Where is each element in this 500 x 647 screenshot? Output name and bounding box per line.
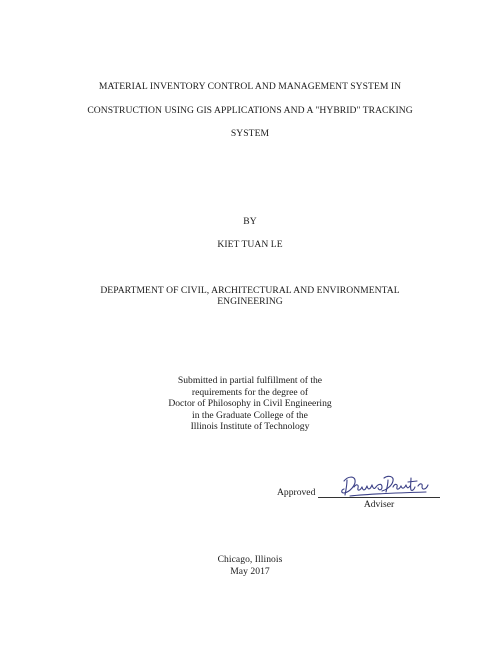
adviser-label: Adviser xyxy=(363,499,395,510)
signature-icon xyxy=(338,472,434,500)
location: Chicago, Illinois xyxy=(217,554,283,565)
date: May 2017 xyxy=(230,566,270,577)
submission-line-2: requirements for the degree of xyxy=(191,386,309,398)
author-name: KIET TUAN LE xyxy=(217,239,283,250)
signature-line xyxy=(318,497,440,498)
submission-line-4: in the Graduate College of the xyxy=(192,409,308,421)
submission-line-5: Illinois Institute of Technology xyxy=(190,421,310,433)
by-label: BY xyxy=(243,216,257,227)
department-line-1: DEPARTMENT OF CIVIL, ARCHITECTURAL AND ENVIRONMENTAL xyxy=(100,285,400,296)
submission-line-1: Submitted in partial fulfillment of the xyxy=(177,375,323,386)
submission-line-3: Doctor of Philosophy in Civil Engineering xyxy=(168,398,332,410)
approved-label: Approved xyxy=(277,487,316,498)
thesis-title-line-2: CONSTRUCTION USING GIS APPLICATIONS AND A "HYBRID" TRACKING xyxy=(87,105,413,116)
thesis-title-line-1: MATERIAL INVENTORY CONTROL AND MANAGEMENT SYSTEM IN xyxy=(98,81,402,92)
approval-block xyxy=(0,470,500,520)
thesis-title-line-3: SYSTEM xyxy=(230,128,270,139)
submission-statement xyxy=(0,375,500,433)
department-line-2: ENGINEERING xyxy=(217,296,283,307)
